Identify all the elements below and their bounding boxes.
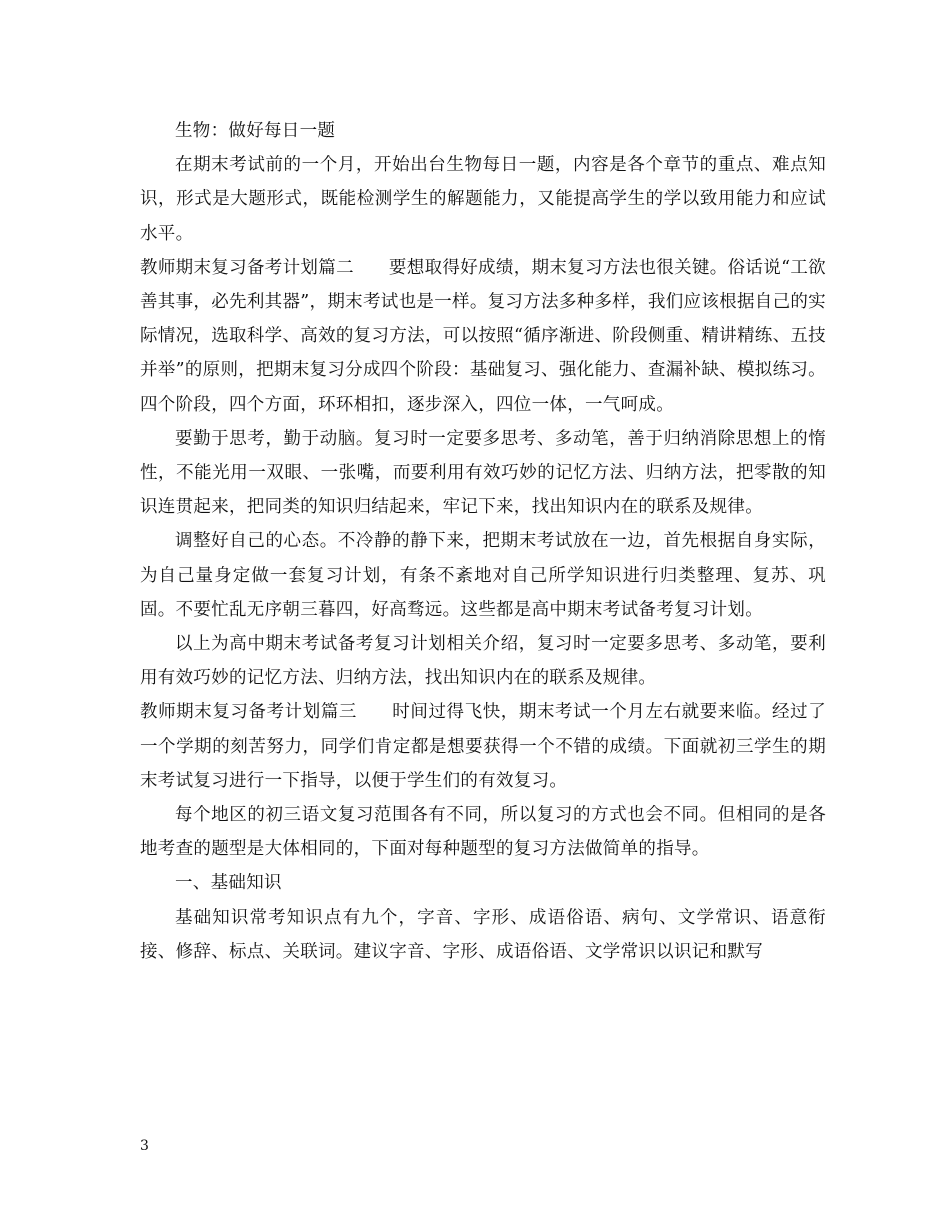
paragraph-text: 时间过得飞快，期末考试一个月左右就要来临。经过了一个学期的刻苦努力，同学们肯定都是想要获得一个不错的成绩。下面就初三学生的期末考试复习进行一下指导，以便于学生们的有效复习。 (140, 702, 826, 791)
paragraph-text: 要勤于思考，勤于动脑。复习时一定要多思考、多动笔，善于归纳消除思想上的惰性，不能光用一双眼、一张嘴，而要利用有效巧妙的记忆方法、归纳方法，把零散的知识连贯起来，把同类的知识归结起来，牢记下来，找出知识内在的联系及规律。 (140, 428, 826, 518)
paragraph-summary (140, 627, 826, 695)
paragraph-biology-title (140, 114, 826, 148)
paragraph-text: 调整好自己的心态。不冷静的静下来，把期末考试放在一边，首先根据自身实际，为自己量身定做一套复习计划，有条不紊地对自己所学知识进行归类整理、复苏、巩固。不要忙乱无序朝三暮四，好高骛远。这些都是高中期末考试备考复习计划。 (140, 531, 826, 620)
paragraph-text: 要想取得好成绩，期末复习方法也很关键。俗话说“工欲善其事，必先利其器”，期末考试也是一样。复习方法多种多样，我们应该根据自己的实际情况，选取科学、高效的复习方法，可以按照“循序渐进、阶段侧重、精讲精练、五技并举”的原则，把期末复习分成四个阶段：基础复习、强化能力、查漏补缺、模拟练习。四个阶段，四个方面，环环相扣，逐步深入，四位一体，一气呵成。 (140, 257, 826, 415)
paragraph-think-more (140, 422, 826, 525)
paragraph-biology-daily-question (140, 148, 826, 251)
document-body (140, 114, 826, 969)
paragraph-basic-knowledge-points (140, 901, 826, 969)
paragraph-text: 生物：做好每日一题 (175, 121, 336, 141)
paragraph-text: 在期末考试前的一个月，开始出台生物每日一题，内容是各个章节的重点、难点知识，形式是大题形式，既能检测学生的解题能力，又能提高学生的学以致用能力和应试水平。 (140, 155, 826, 244)
paragraph-text: 每个地区的初三语文复习范围各有不同，所以复习的方式也会不同。但相同的是各地考查的题型是大体相同的，下面对每种题型的复习方法做简单的指导。 (140, 805, 826, 860)
section-title: 教师期末复习备考计划篇二 (140, 257, 354, 278)
paragraph-text: 一、基础知识 (175, 873, 282, 894)
section-title: 教师期末复习备考计划篇三 (140, 702, 357, 723)
page-number: 3 (140, 1138, 149, 1154)
paragraph-mindset (140, 524, 826, 627)
paragraph-plan-part-two (140, 251, 826, 422)
paragraph-plan-part-three (140, 695, 826, 798)
paragraph-section-basic-knowledge (140, 866, 826, 900)
paragraph-chinese-review-scope (140, 798, 826, 866)
paragraph-text: 基础知识常考知识点有九个，字音、字形、成语俗语、病句、文学常识、语意衔接、修辞、标点、关联词。建议字音、字形、成语俗语、文学常识以识记和默写 (140, 907, 826, 962)
paragraph-text: 以上为高中期末考试备考复习计划相关介绍，复习时一定要多思考、多动笔，要利用有效巧妙的记忆方法、归纳方法，找出知识内在的联系及规律。 (140, 634, 826, 689)
